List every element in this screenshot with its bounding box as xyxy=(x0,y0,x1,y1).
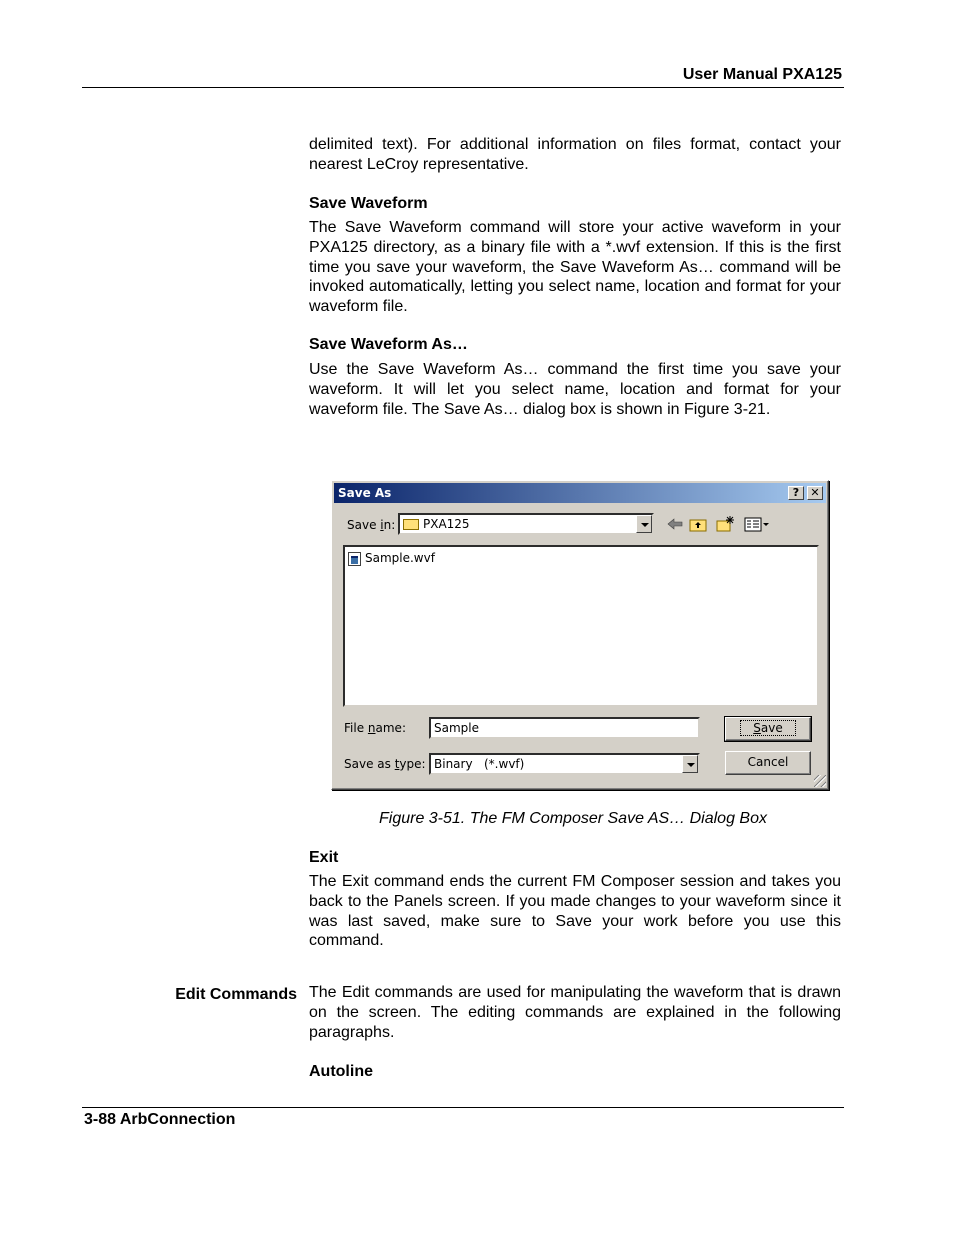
save-waveform-heading: Save Waveform xyxy=(309,195,428,212)
dialog-title: Save As xyxy=(338,486,392,500)
exit-heading: Exit xyxy=(309,849,339,866)
view-menu-icon[interactable] xyxy=(744,516,770,532)
edit-commands-paragraph: The Edit commands are used for manipulating the waveform that is drawn on the screen. The editing commands are explained in the following paragraphs. xyxy=(309,984,841,1041)
header-rule xyxy=(82,87,844,88)
save-in-label: Save in: xyxy=(347,518,396,532)
page-header-title: User Manual PXA125 xyxy=(682,66,842,83)
save-waveform-as-paragraph: Use the Save Waveform As… command the first time you save your waveform. It will let you select name, location and format for your waveform file. The Save As… dialog box is shown in Figure 3-21. xyxy=(309,361,841,418)
file-name-input[interactable]: Sample xyxy=(429,717,700,739)
save-as-type-value: Binary (*.wvf) xyxy=(434,757,525,771)
list-item[interactable] xyxy=(348,550,435,566)
close-button[interactable]: ✕ xyxy=(807,486,823,500)
save-in-value: PXA125 xyxy=(423,517,470,531)
save-as-type-dropdown[interactable] xyxy=(429,753,700,775)
save-waveform-as-heading: Save Waveform As… xyxy=(309,336,468,353)
save-waveform-paragraph: The Save Waveform command will store your active waveform in your PXA125 directory, as a binary file with a *.wvf extension. If this is the first time you save your waveform, the Save Waveform As… command will be invoked automatically, letting you select name, location and format for your waveform file. xyxy=(309,219,841,316)
autoline-heading: Autoline xyxy=(309,1063,373,1080)
chevron-down-icon[interactable] xyxy=(636,515,652,533)
resize-grip[interactable] xyxy=(814,775,826,787)
intro-paragraph: delimited text). For additional information on files format, contact your nearest LeCroy representative. xyxy=(309,136,841,173)
help-button[interactable]: ? xyxy=(788,486,804,500)
file-list[interactable] xyxy=(343,545,819,707)
edit-commands-side-heading: Edit Commands xyxy=(175,986,297,1003)
up-folder-icon[interactable] xyxy=(689,516,707,532)
back-arrow-icon[interactable] xyxy=(666,516,684,532)
save-in-dropdown[interactable] xyxy=(398,513,654,535)
chevron-down-icon[interactable] xyxy=(682,755,698,773)
footer-rule xyxy=(82,1107,844,1108)
new-folder-icon[interactable] xyxy=(716,516,734,532)
page-footer-text: 3-88 ArbConnection xyxy=(84,1111,236,1128)
exit-paragraph: The Exit command ends the current FM Composer session and takes you back to the Panels screen. If you made changes to your waveform since it was last saved, make sure to Save your work before you use this command. xyxy=(309,873,841,950)
folder-icon xyxy=(403,519,419,530)
cancel-button[interactable]: Cancel xyxy=(725,751,811,775)
file-item-label: Sample.wvf xyxy=(365,551,435,565)
save-as-dialog xyxy=(331,480,829,790)
dialog-titlebar xyxy=(334,483,826,503)
figure-caption: Figure 3-51. The FM Composer Save AS… Dialog Box xyxy=(378,810,767,827)
save-as-type-label: Save as type: xyxy=(344,757,426,771)
file-icon xyxy=(348,552,361,566)
file-name-label: File name: xyxy=(344,721,406,735)
save-button[interactable]: Save xyxy=(725,717,811,741)
